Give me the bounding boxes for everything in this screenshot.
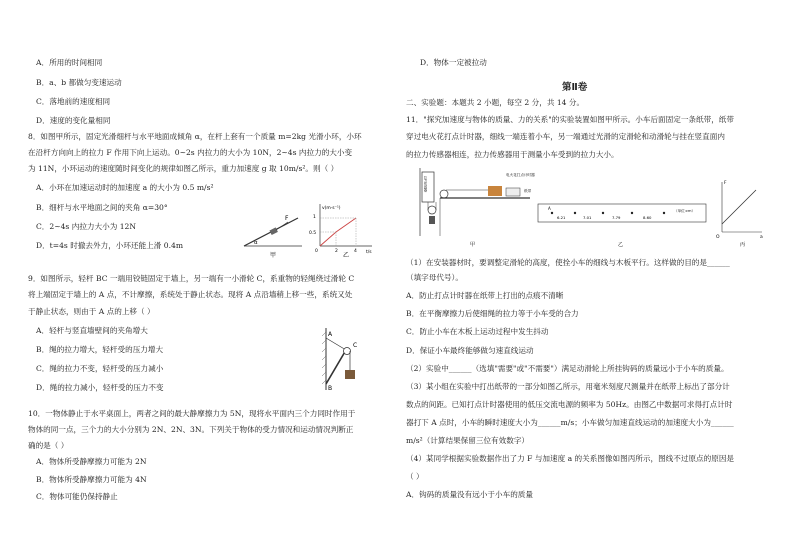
a-axis-label: a [760,235,763,240]
q9-stem-line1: 9．如图所示，轻杆 BC 一端用铰链固定于墙上，另一端有一小滑轮 C，系重物的轻绳绕过滑轮 C [28,274,355,283]
q11-part3-line4: m/s²（计算结果保留三位有效数字） [406,436,530,445]
rope [326,338,346,350]
q11-part1-line2: （填字母代号）。 [406,273,463,282]
timer [506,188,520,196]
q9-option-d: D．绳的拉力减小，轻杆受的压力不变 [36,383,164,392]
label-c: C [353,342,358,349]
q11-stem-line2: 穿过电火花打点计时器，细线一端连着小车，另一端通过光滑的定滑轮和动滑轮与挂在竖直面内 [406,132,725,141]
t-axis-label: t/s [366,250,372,255]
rod-bc [326,350,346,384]
fa-graph [716,180,763,248]
q9-option-b: B．绳的拉力增大，轻杆受的压力增大 [36,345,164,354]
q8-stem-line1: 8．如图甲所示，固定光滑细杆与水平地面成倾角 α，在杆上套有一个质量 m=2kg 光滑小环，小环 [28,132,362,141]
q11-figure [418,166,770,250]
q11-part1-option-b: B．在平衡摩擦力后使细绳的拉力等于小车受的合力 [406,309,579,318]
vtick-0.5: 0.5 [309,231,317,236]
hook-weight [429,216,435,224]
q11-part1-option-a: A．防止打点计时器在纸带上打出的点痕不清晰 [406,291,564,300]
timer-label: 电火花打点计时器 [506,173,535,177]
figure-jia-label: 甲 [470,242,476,248]
point-A-label: A [548,206,551,211]
sensor-label: 拉力传感器 [423,176,427,192]
q8-option-a: A．小环在加速运动时的加速度 a 的大小为 0.5 m/s² [36,183,214,192]
fa-line [722,190,756,224]
q11-part2: （2）实验中______（选填"需要"或"不需要"）满足动滑轮上所挂钩码的质量远小于小车的质量。 [406,364,729,373]
q11-part1-option-d: D．保证小车最终能够做匀速直线运动 [406,346,534,355]
q11-part3-line2: 数点的间距。已知打点计时器使用的低压交流电源的频率为 50Hz。由图乙中数据可求得打点计时 [406,400,733,409]
q11-stem-line1: 11．"探究加速度与物体的质量、力的关系"的实验装置如图甲所示。小车后面固定一条纸带，纸带 [406,115,734,124]
apparatus-figure [420,168,535,248]
tape-label: 纸带 [524,189,532,193]
label-b: B [328,385,333,392]
v-axis-label: v(m·s⁻¹) [322,206,341,211]
q8-stem-line2: 在沿杆方向向上的拉力 F 作用下向上运动。0~2s 内拉力的大小为 10N，2~4s 内拉力的大小变 [28,148,353,157]
F-axis-label: F [724,181,727,186]
q8-option-c: C．2~4s 内拉力大小为 12N [36,222,137,231]
force-label: F [285,215,289,222]
q8-option-d: D．t=4s 时撤去外力，小环还能上滑 0.4m [36,241,184,250]
tick-0: 0 [315,249,318,254]
q10-option-a: A．物体所受静摩擦力可能为 2N [36,457,147,466]
tick-2: 2 [335,249,338,254]
q8-stem-line3: 为 11N，小环运动的速度随时间变化的规律如图乙所示，重力加速度 g 取 10m/s²。则（ ） [28,164,339,173]
q10-option-d: D．物体一定被拉动 [420,58,487,67]
figure-jia-label: 甲 [270,252,277,259]
figure-bing-label: 丙 [740,242,746,248]
q11-part3-line1: （3）某小组在实验中打出纸带的一部分如图乙所示，用毫米刻度尺测量并在纸带上标出了部分计 [406,382,730,391]
dist-2: 7.01 [583,215,592,220]
incline-figure [244,215,302,259]
q7-option-c: C．落地前的速度相同 [36,97,111,106]
unit-label: （单位:cm） [674,209,696,213]
q10-stem-line2: 物体的同一点，三个力的大小分别为 2N、2N、3N。下列关于物体的受力情况和运动情况判断正 [28,425,354,434]
tape-figure [538,204,706,248]
fixed-pulley [440,190,448,198]
q11-stem-line3: 的拉力传感器相连，拉力传感器用于测量小车受到的拉力大小。 [406,150,619,159]
q9-stem-line2: 将上端固定于墙上的 A 点，不计摩擦，系统处于静止状态。现将 A 点沿墙稍上移一些，系统又处 [28,290,353,299]
vtick-1: 1 [313,215,316,220]
q10-stem-line3: 确的是（ ） [28,441,69,450]
q10-option-c: C．物体可能仍保持静止 [36,492,118,501]
dist-3: 7.79 [612,215,621,220]
figure-yi-label: 乙 [343,252,350,259]
angle-label: α [254,240,258,246]
dist-4: 8.60 [643,215,652,220]
section-title: 第Ⅱ卷 [562,82,588,93]
tick-4: 4 [354,249,357,254]
q9-stem-line3: 于静止状态，则由于 A 点的上移（ ） [28,307,155,316]
vt-graph [309,204,372,259]
q10-option-b: B．物体所受静摩擦力可能为 4N [36,475,147,484]
q11-part1-line1: （1）在安装器材时，要调整定滑轮的高度，使拴小车的细线与木板平行。这样做的目的是______ [406,258,730,267]
label-a: A [328,331,333,338]
q7-option-a: A．所用的时间相同 [36,58,103,67]
q11-part4-option-a: A．钩码的质量没有远小于小车的质量 [406,490,533,499]
section-description: 二、实验题：本题共 2 小题，每空 2 分，共 14 分。 [406,98,585,107]
q11-part4-line2: （ ） [406,472,424,481]
q11-part3-line3: 器打下 A 点时，小车的瞬时速度大小为______m/s；小车做匀加速直线运动的加速度大小为______ [406,418,734,427]
q7-option-b: B．a、b 都做匀变速运动 [36,78,122,87]
dist-1: 6.21 [557,215,566,220]
q9-option-a: A．轻杆与竖直墙壁间的夹角增大 [36,326,148,335]
q8-figure [240,202,380,260]
cart [488,186,502,196]
figure-yi-label: 乙 [618,242,624,248]
q9-option-c: C．绳的拉力不变，轻杆受的压力减小 [36,364,164,373]
q7-option-d: D．速度的变化量相同 [36,116,111,125]
origin-label: O [716,235,720,240]
q11-part4-line1: （4）某同学根据实验数据作出了力 F 与加速度 a 的关系图像如图丙所示，图线不过原点的原因是 [406,454,735,463]
pulley [344,348,351,355]
q10-stem-line1: 10．一物体静止于水平桌面上，两者之间的最大静摩擦力为 5N，现将水平面内三个力同时作用于 [28,409,356,418]
moving-pulley [428,206,436,214]
q11-part1-option-c: C．防止小车在木板上运动过程中发生抖动 [406,327,549,336]
q9-figure [316,326,368,392]
q8-option-b: B．细杆与水平地面之间的夹角 α=30° [36,203,168,212]
weight [345,370,355,379]
